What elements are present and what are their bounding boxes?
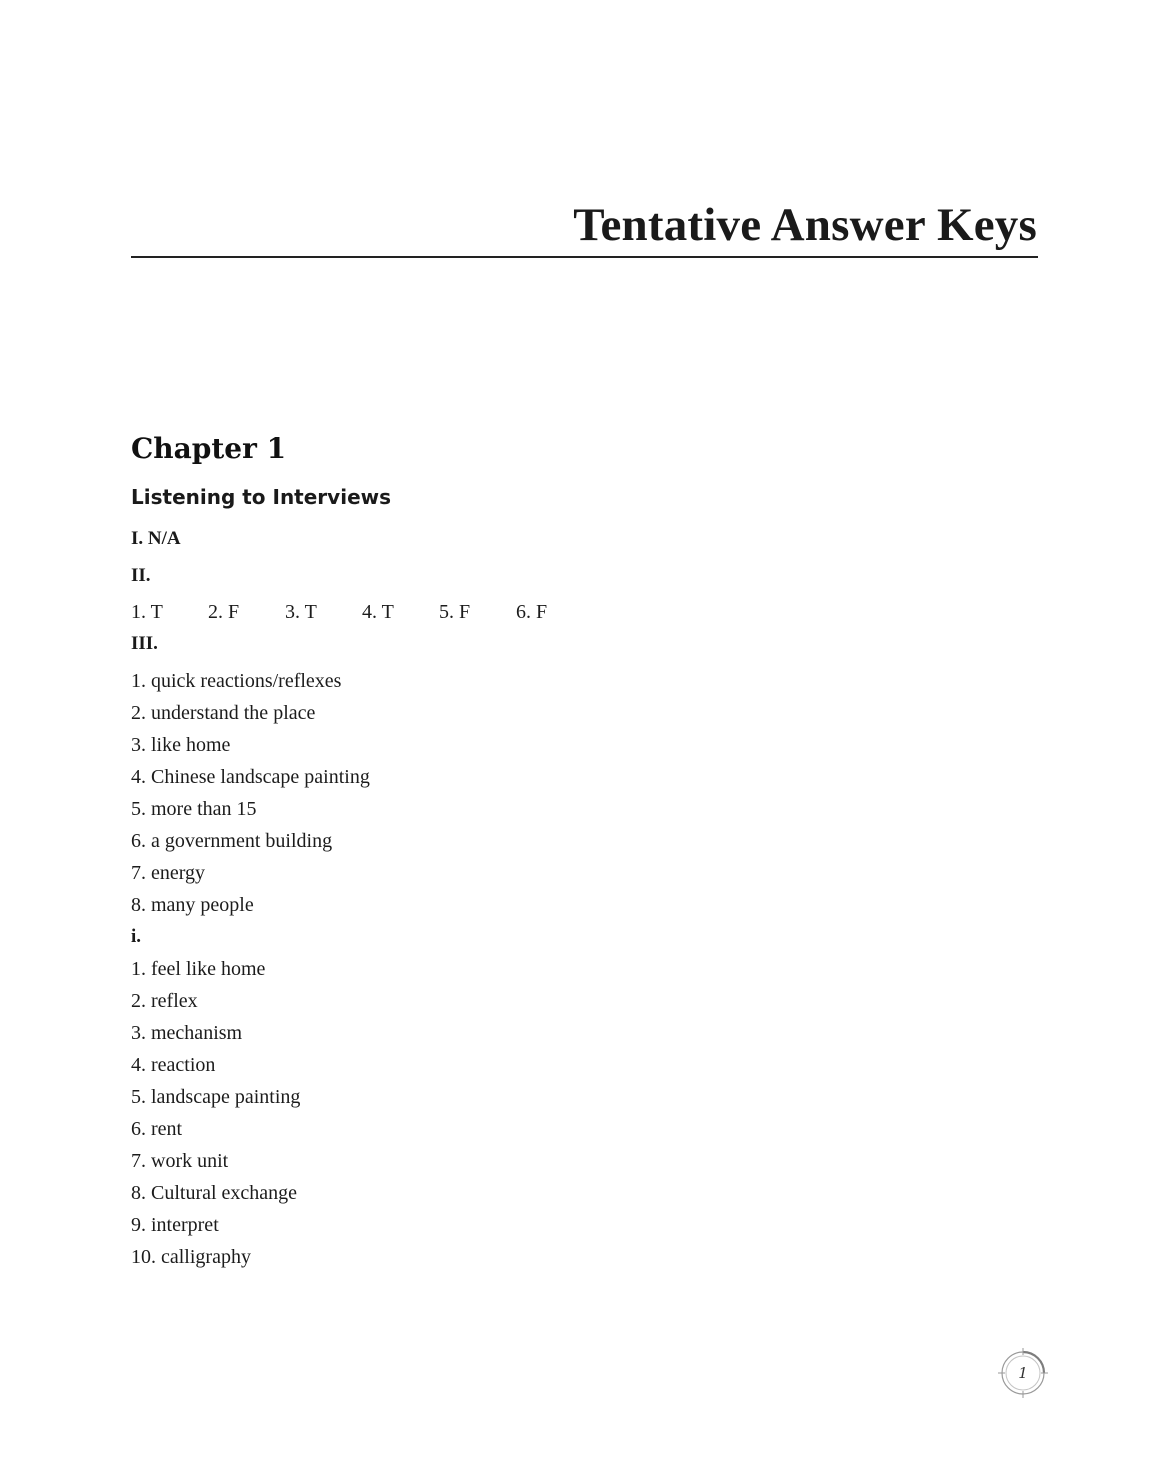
tf-answer: 2. F bbox=[208, 601, 240, 623]
true-false-answers bbox=[131, 596, 1011, 628]
list-item: 9. interpret bbox=[131, 1214, 219, 1236]
list-item: 1. quick reactions/reflexes bbox=[131, 670, 342, 692]
part-one-label: I. N/A bbox=[131, 528, 181, 549]
page-number: 1 bbox=[1018, 1364, 1028, 1382]
list-item: 6. rent bbox=[131, 1118, 183, 1140]
title-divider bbox=[131, 256, 1038, 258]
list-item: 4. reaction bbox=[131, 1054, 216, 1076]
part-three-answers bbox=[131, 665, 1011, 921]
list-item: 2. understand the place bbox=[131, 702, 316, 724]
list-item: 7. energy bbox=[131, 862, 206, 884]
part-three-label: III. bbox=[131, 633, 158, 654]
vocabulary-answers bbox=[131, 953, 1011, 1273]
list-item: 1. feel like home bbox=[131, 958, 266, 980]
part-two-label: II. bbox=[131, 565, 151, 586]
chapter-heading: Chapter 1 bbox=[131, 432, 287, 465]
answer-key-content bbox=[131, 430, 1011, 1273]
list-item: 4. Chinese landscape painting bbox=[131, 766, 370, 788]
list-item: 3. like home bbox=[131, 734, 231, 756]
tf-answer: 1. T bbox=[131, 601, 163, 623]
list-item: 2. reflex bbox=[131, 990, 198, 1012]
list-item: 5. more than 15 bbox=[131, 798, 257, 820]
section-heading: Listening to Interviews bbox=[131, 485, 392, 509]
tf-answer: 6. F bbox=[516, 601, 548, 623]
tf-answer: 3. T bbox=[285, 601, 317, 623]
part-i-label: i. bbox=[131, 926, 142, 947]
list-item: 3. mechanism bbox=[131, 1022, 243, 1044]
list-item: 8. many people bbox=[131, 894, 254, 916]
list-item: 6. a government building bbox=[131, 830, 333, 852]
list-item: 5. landscape painting bbox=[131, 1086, 301, 1108]
page-number-badge bbox=[998, 1348, 1048, 1398]
list-item: 10. calligraphy bbox=[131, 1246, 251, 1268]
tf-answer: 5. F bbox=[439, 601, 471, 623]
list-item: 7. work unit bbox=[131, 1150, 229, 1172]
list-item: 8. Cultural exchange bbox=[131, 1182, 298, 1204]
page-title: Tentative Answer Keys bbox=[573, 199, 1037, 251]
tf-answer: 4. T bbox=[362, 601, 394, 623]
